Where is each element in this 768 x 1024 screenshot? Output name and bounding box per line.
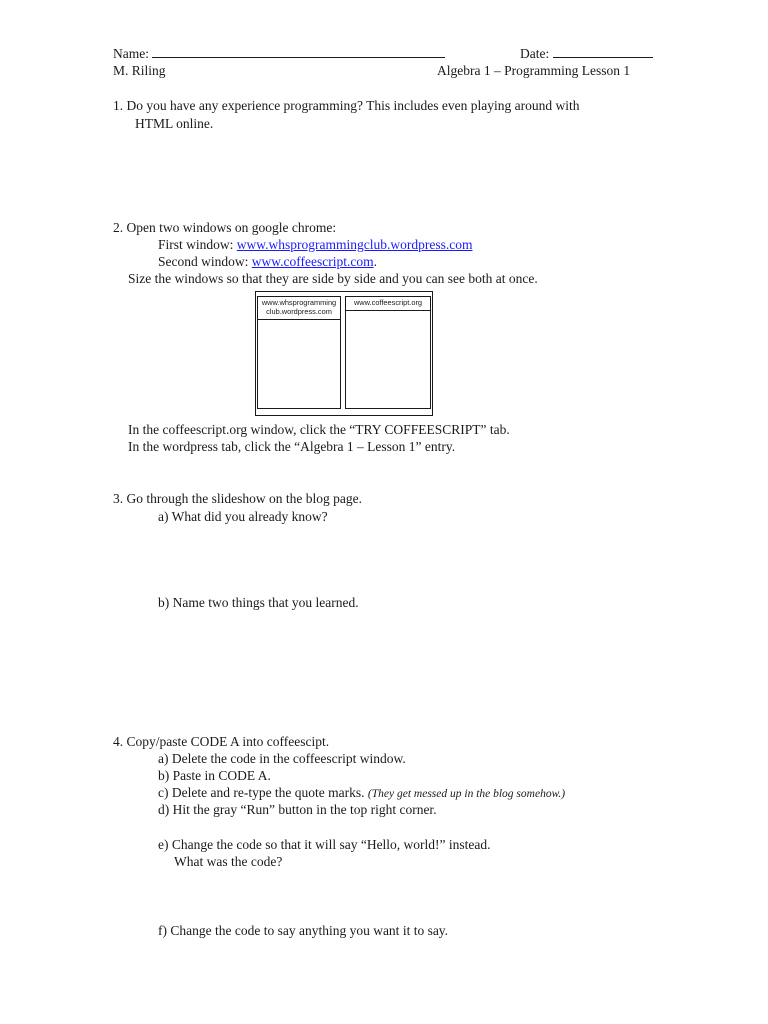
right-window-url: www.coffeescript.org — [346, 297, 430, 311]
question-4c-note: (They get messed up in the blog somehow.) — [367, 788, 566, 800]
question-4a: a) Delete the code in the coffeescript window. — [158, 751, 406, 766]
wordpress-link[interactable]: www.whsprogrammingclub.wordpress.com — [236, 237, 473, 252]
right-window-frame — [345, 296, 431, 409]
question-3b: b) Name two things that you learned. — [158, 595, 359, 610]
question-3a: a) What did you already know? — [158, 509, 328, 524]
question-4c-text: c) Delete and re-type the quote marks. — [158, 785, 365, 800]
coffeescript-step: In the coffeescript.org window, click the “TRY COFFEESCRIPT” tab. — [128, 422, 510, 437]
name-blank — [152, 44, 445, 58]
name-line — [113, 44, 445, 62]
left-window-url: www.whsprogramming club.wordpress.com — [258, 297, 340, 320]
wordpress-step: In the wordpress tab, click the “Algebra 1 – Lesson 1” entry. — [128, 439, 456, 454]
coffeescript-link[interactable]: www.coffeescript.com — [251, 254, 374, 269]
question-4f: f) Change the code to say anything you want it to say. — [158, 923, 449, 938]
question-1-line-2: HTML online. — [135, 116, 214, 131]
question-3-intro: 3. Go through the slideshow on the blog page. — [113, 491, 362, 506]
question-2-intro: 2. Open two windows on google chrome: — [113, 220, 337, 235]
question-1-line-1: 1. Do you have any experience programming? This includes even playing around with — [113, 98, 580, 113]
second-window-label: Second window: — [158, 254, 249, 269]
second-window-line — [158, 253, 377, 270]
date-line — [520, 44, 653, 62]
question-4-intro: 4. Copy/paste CODE A into coffeescipt. — [113, 734, 330, 749]
teacher-name: M. Riling — [113, 63, 166, 78]
second-window-period: . — [373, 254, 377, 269]
name-label: Name: — [113, 46, 149, 61]
course-title: Algebra 1 – Programming Lesson 1 — [437, 63, 631, 78]
size-instruction: Size the windows so that they are side by side and you can see both at once. — [128, 271, 538, 286]
side-by-side-windows-diagram — [255, 291, 433, 416]
question-4d: d) Hit the gray “Run” button in the top right corner. — [158, 802, 437, 817]
date-blank — [553, 44, 653, 58]
question-4e-line-2: What was the code? — [174, 854, 283, 869]
first-window-label: First window: — [158, 237, 234, 252]
date-label: Date: — [520, 46, 550, 61]
first-window-line — [158, 236, 472, 253]
question-4e-line-1: e) Change the code so that it will say “Hello, world!” instead. — [158, 837, 491, 852]
left-window-frame — [257, 296, 341, 409]
question-4b: b) Paste in CODE A. — [158, 768, 271, 783]
